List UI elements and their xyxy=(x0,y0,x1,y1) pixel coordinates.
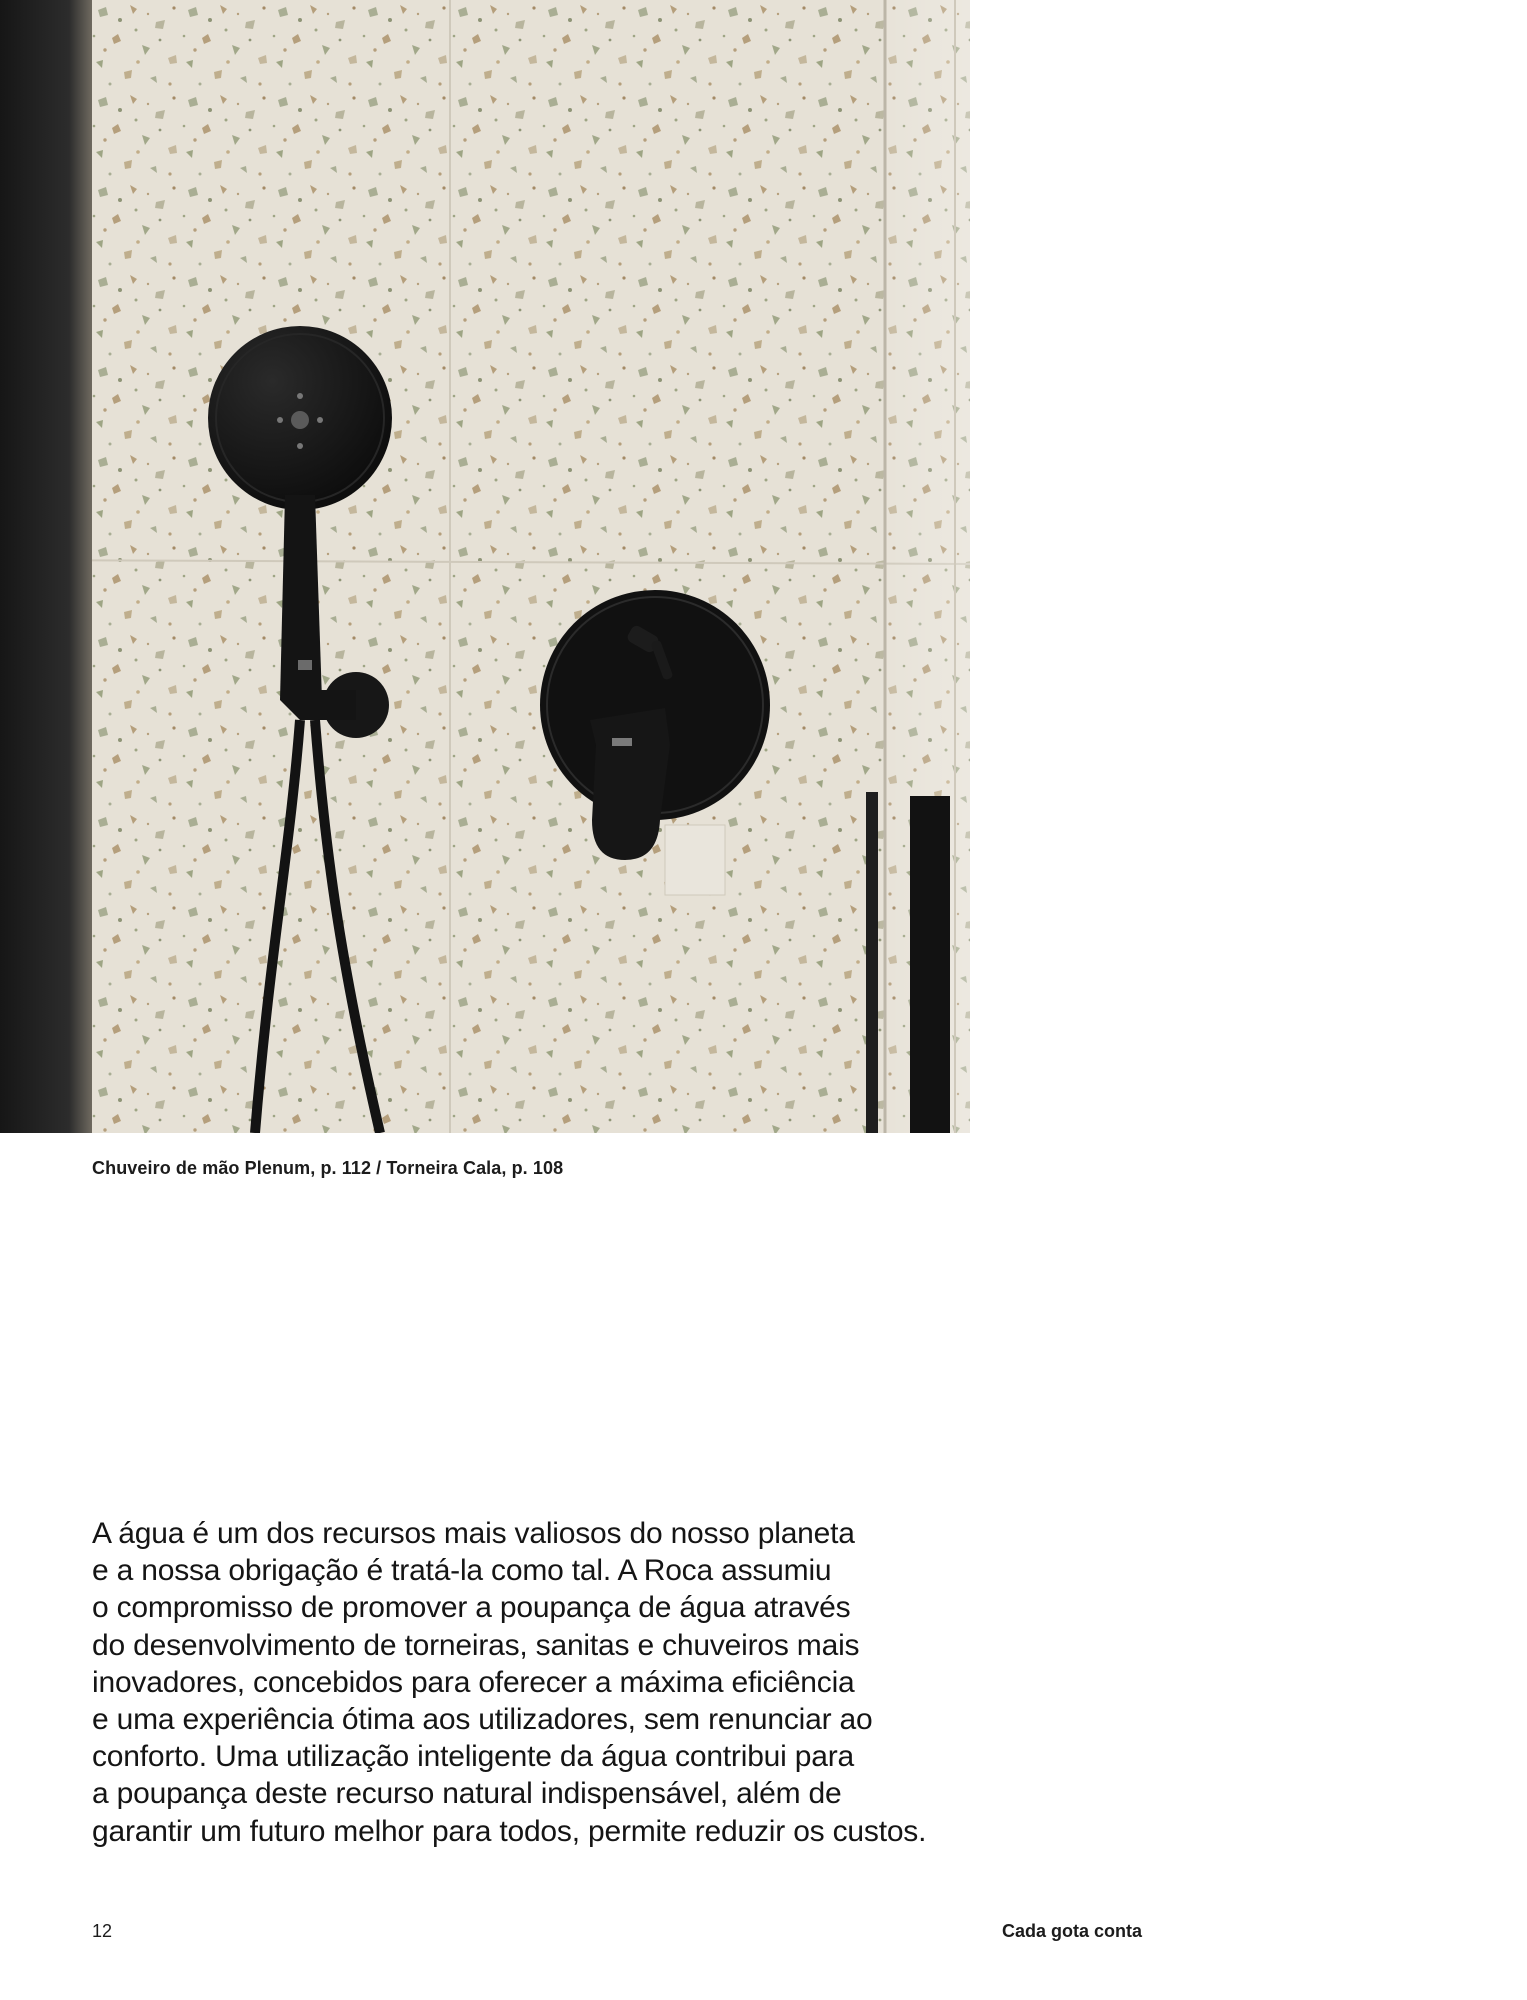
page-number: 12 xyxy=(92,1921,113,1941)
body-line: A água é um dos recursos mais valiosos do nosso planeta xyxy=(92,1517,855,1550)
shower-photo-illustration xyxy=(0,0,970,1133)
photo-caption: Chuveiro de mão Plenum, p. 112 / Torneira Cala, p. 108 xyxy=(92,1158,564,1178)
body-paragraph xyxy=(92,1515,992,1850)
running-title: Cada gota conta xyxy=(1002,1921,1143,1941)
body-line: a poupança deste recurso natural indispensável, além de xyxy=(92,1777,842,1811)
body-line: o compromisso de promover a poupança de água através xyxy=(92,1591,851,1625)
body-line: e uma experiência ótima aos utilizadores, sem renunciar ao xyxy=(92,1703,873,1737)
body-line: e a nossa obrigação é tratá-la como tal. A Roca assumiu xyxy=(92,1554,832,1588)
body-line: garantir um futuro melhor para todos, permite reduzir os custos. xyxy=(92,1814,927,1848)
body-line: inovadores, concebidos para oferecer a máxima eficiência xyxy=(92,1665,855,1699)
body-line: do desenvolvimento de torneiras, sanitas e chuveiros mais xyxy=(92,1628,860,1662)
product-photo xyxy=(0,0,970,1133)
body-line: conforto. Uma utilização inteligente da água contribui para xyxy=(92,1740,855,1774)
